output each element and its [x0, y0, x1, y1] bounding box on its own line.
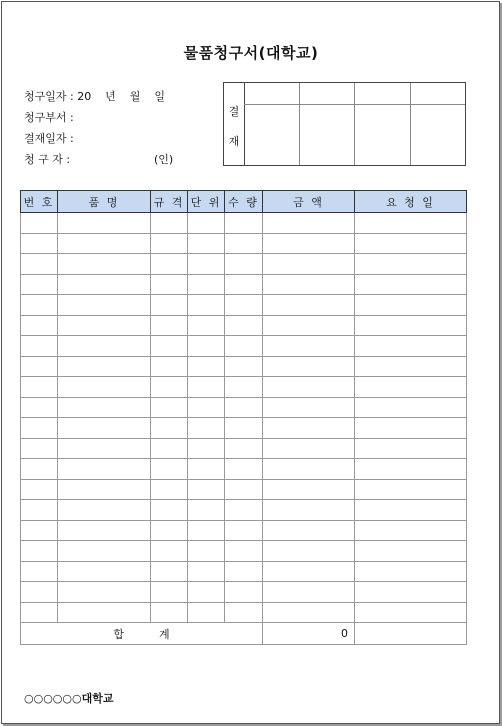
table-cell[interactable]: [151, 520, 188, 541]
table-row: [21, 541, 467, 562]
header-item-name: 품 명: [58, 191, 151, 213]
table-cell[interactable]: [21, 479, 58, 500]
table-cell[interactable]: [188, 295, 225, 316]
request-dept-field: 청구부서 :: [24, 111, 74, 124]
table-row: [21, 377, 467, 398]
table-cell[interactable]: [263, 520, 355, 541]
table-cell[interactable]: [188, 418, 225, 439]
table-cell[interactable]: [58, 377, 151, 398]
table-cell[interactable]: [355, 315, 467, 336]
table-cell[interactable]: [263, 377, 355, 398]
header-request-date: 요 청 일: [355, 191, 467, 213]
table-cell[interactable]: [151, 315, 188, 336]
table-row: [21, 254, 467, 275]
table-cell[interactable]: [58, 582, 151, 603]
table-cell[interactable]: [263, 274, 355, 295]
header-amount: 금 액: [263, 191, 355, 213]
table-cell[interactable]: [21, 336, 58, 357]
table-cell[interactable]: [225, 213, 263, 234]
table-cell[interactable]: [225, 602, 263, 623]
table-cell[interactable]: [58, 500, 151, 521]
table-cell[interactable]: [188, 582, 225, 603]
table-cell[interactable]: [355, 254, 467, 275]
table-cell[interactable]: [188, 233, 225, 254]
table-cell[interactable]: [151, 479, 188, 500]
table-cell[interactable]: [21, 377, 58, 398]
table-cell[interactable]: [188, 336, 225, 357]
table-cell[interactable]: [151, 602, 188, 623]
table-cell[interactable]: [355, 213, 467, 234]
table-cell[interactable]: [21, 356, 58, 377]
table-cell[interactable]: [263, 254, 355, 275]
table-cell[interactable]: [21, 274, 58, 295]
table-cell[interactable]: [21, 233, 58, 254]
table-row: [21, 336, 467, 357]
table-cell[interactable]: [355, 295, 467, 316]
table-cell[interactable]: [151, 438, 188, 459]
table-cell[interactable]: [263, 500, 355, 521]
table-cell[interactable]: [151, 274, 188, 295]
table-cell[interactable]: [21, 315, 58, 336]
table-cell[interactable]: [355, 602, 467, 623]
table-cell[interactable]: [21, 541, 58, 562]
seal-mark: (인): [154, 153, 174, 166]
table-cell[interactable]: [355, 418, 467, 439]
table-cell[interactable]: [21, 582, 58, 603]
table-cell[interactable]: [225, 336, 263, 357]
table-cell[interactable]: [188, 602, 225, 623]
table-cell[interactable]: [225, 459, 263, 480]
request-date-field: 청구일자 : 20 년 월 일: [24, 90, 166, 103]
table-row: [21, 356, 467, 377]
table-cell[interactable]: [355, 438, 467, 459]
table-cell[interactable]: [225, 274, 263, 295]
table-cell[interactable]: [263, 582, 355, 603]
table-cell[interactable]: [21, 418, 58, 439]
table-cell[interactable]: [225, 561, 263, 582]
table-cell[interactable]: [58, 397, 151, 418]
table-cell[interactable]: [188, 213, 225, 234]
table-row: [21, 295, 467, 316]
table-header-row: [21, 191, 467, 213]
table-cell[interactable]: [188, 438, 225, 459]
table-row: [21, 438, 467, 459]
table-cell[interactable]: [263, 336, 355, 357]
approval-box: [223, 82, 466, 166]
table-row: [21, 602, 467, 623]
approval-label-top: 결: [228, 105, 240, 118]
table-cell[interactable]: [225, 418, 263, 439]
table-row: [21, 459, 467, 480]
table-cell[interactable]: [188, 377, 225, 398]
total-empty-cell: [355, 623, 467, 645]
table-cell[interactable]: [58, 561, 151, 582]
table-cell[interactable]: [188, 274, 225, 295]
table-cell[interactable]: [188, 520, 225, 541]
table-cell[interactable]: [151, 397, 188, 418]
table-cell[interactable]: [263, 479, 355, 500]
table-cell[interactable]: [225, 520, 263, 541]
table-cell[interactable]: [225, 356, 263, 377]
table-cell[interactable]: [58, 213, 151, 234]
table-cell[interactable]: [188, 561, 225, 582]
table-cell[interactable]: [225, 377, 263, 398]
total-label: 합 계: [21, 623, 263, 645]
table-cell[interactable]: [21, 520, 58, 541]
table-cell[interactable]: [188, 254, 225, 275]
table-row: [21, 561, 467, 582]
table-cell[interactable]: [355, 397, 467, 418]
table-cell[interactable]: [58, 541, 151, 562]
approval-label-bottom: 재: [228, 135, 240, 148]
table-cell[interactable]: [263, 438, 355, 459]
table-row: [21, 479, 467, 500]
table-cell[interactable]: [58, 418, 151, 439]
table-row: [21, 213, 467, 234]
table-cell[interactable]: [21, 438, 58, 459]
table-cell[interactable]: [58, 233, 151, 254]
table-cell[interactable]: [151, 418, 188, 439]
table-cell[interactable]: [263, 602, 355, 623]
table-cell[interactable]: [151, 541, 188, 562]
header-number: 번 호: [21, 191, 58, 213]
table-cell[interactable]: [188, 356, 225, 377]
table-cell[interactable]: [58, 295, 151, 316]
table-cell[interactable]: [263, 213, 355, 234]
table-cell[interactable]: [263, 397, 355, 418]
table-cell[interactable]: [263, 233, 355, 254]
items-table: [20, 190, 467, 645]
table-cell[interactable]: [21, 397, 58, 418]
table-row: [21, 315, 467, 336]
header-spec: 규 격: [151, 191, 188, 213]
table-cell[interactable]: [355, 459, 467, 480]
table-cell[interactable]: [355, 377, 467, 398]
table-cell[interactable]: [355, 274, 467, 295]
table-row: [21, 233, 467, 254]
table-cell[interactable]: [21, 561, 58, 582]
table-cell[interactable]: [263, 356, 355, 377]
table-cell[interactable]: [151, 377, 188, 398]
table-cell[interactable]: [225, 541, 263, 562]
table-cell[interactable]: [225, 479, 263, 500]
table-cell[interactable]: [151, 295, 188, 316]
table-cell[interactable]: [263, 459, 355, 480]
items-body: [21, 213, 467, 623]
table-cell[interactable]: [355, 520, 467, 541]
table-cell[interactable]: [188, 315, 225, 336]
header-quantity: 수 량: [225, 191, 263, 213]
table-cell[interactable]: [263, 561, 355, 582]
table-cell[interactable]: [225, 438, 263, 459]
table-cell[interactable]: [225, 582, 263, 603]
table-row: [21, 397, 467, 418]
table-cell[interactable]: [21, 254, 58, 275]
table-row: [21, 582, 467, 603]
table-cell[interactable]: [355, 500, 467, 521]
table-row: [21, 418, 467, 439]
table-cell[interactable]: [151, 336, 188, 357]
total-row: [21, 623, 467, 645]
table-cell[interactable]: [188, 479, 225, 500]
table-row: [21, 520, 467, 541]
table-cell[interactable]: [225, 397, 263, 418]
table-cell[interactable]: [58, 479, 151, 500]
table-cell[interactable]: [225, 233, 263, 254]
table-cell[interactable]: [188, 500, 225, 521]
table-cell[interactable]: [58, 336, 151, 357]
table-cell[interactable]: [225, 315, 263, 336]
table-cell[interactable]: [188, 459, 225, 480]
table-cell[interactable]: [21, 213, 58, 234]
header-unit: 단 위: [188, 191, 225, 213]
table-cell[interactable]: [151, 254, 188, 275]
table-cell[interactable]: [263, 418, 355, 439]
table-cell[interactable]: [58, 315, 151, 336]
university-name: ○○○○○○대학교: [24, 692, 114, 705]
table-cell[interactable]: [225, 500, 263, 521]
table-cell[interactable]: [151, 500, 188, 521]
table-row: [21, 500, 467, 521]
table-cell[interactable]: [21, 500, 58, 521]
table-cell[interactable]: [355, 479, 467, 500]
table-cell[interactable]: [355, 561, 467, 582]
table-cell[interactable]: [58, 602, 151, 623]
table-cell[interactable]: [355, 356, 467, 377]
table-cell[interactable]: [58, 274, 151, 295]
table-cell[interactable]: [58, 520, 151, 541]
document-title: 물품청구서(대학교): [183, 44, 319, 62]
table-cell[interactable]: [151, 233, 188, 254]
table-cell[interactable]: [151, 356, 188, 377]
table-cell[interactable]: [58, 459, 151, 480]
approval-date-field: 결재일자 :: [24, 132, 74, 145]
total-amount: 0: [263, 623, 355, 645]
table-cell[interactable]: [21, 295, 58, 316]
table-cell[interactable]: [151, 561, 188, 582]
table-cell[interactable]: [188, 397, 225, 418]
table-cell[interactable]: [21, 459, 58, 480]
table-cell[interactable]: [58, 438, 151, 459]
table-cell[interactable]: [263, 541, 355, 562]
table-cell[interactable]: [58, 254, 151, 275]
table-cell[interactable]: [188, 541, 225, 562]
table-cell[interactable]: [355, 582, 467, 603]
table-cell[interactable]: [225, 295, 263, 316]
table-cell[interactable]: [151, 213, 188, 234]
table-cell[interactable]: [225, 254, 263, 275]
table-cell[interactable]: [355, 233, 467, 254]
table-row: [21, 274, 467, 295]
table-cell[interactable]: [263, 315, 355, 336]
table-cell[interactable]: [151, 459, 188, 480]
table-cell[interactable]: [263, 295, 355, 316]
table-cell[interactable]: [58, 356, 151, 377]
table-cell[interactable]: [355, 336, 467, 357]
table-cell[interactable]: [151, 582, 188, 603]
requester-field: 청 구 자 :: [24, 153, 71, 166]
table-cell[interactable]: [21, 602, 58, 623]
table-cell[interactable]: [355, 541, 467, 562]
